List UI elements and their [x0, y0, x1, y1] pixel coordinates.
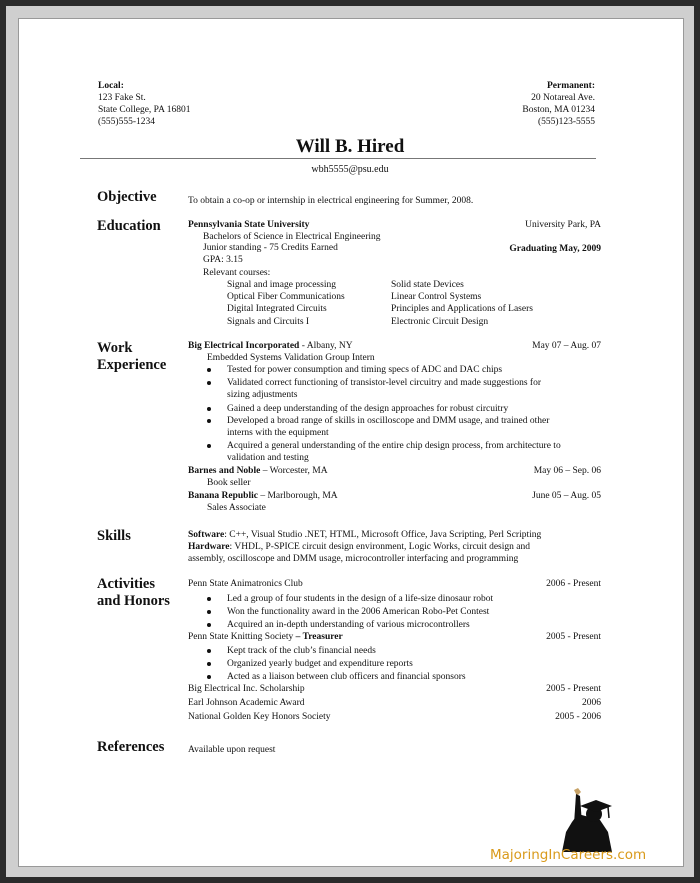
job2-city: – Worcester, MA	[260, 466, 328, 476]
gpa: GPA: 3.15	[203, 255, 243, 265]
course-item: Signal and image processing	[227, 280, 336, 290]
bullet-icon	[207, 368, 211, 372]
course-item: Signals and Circuits I	[227, 317, 310, 327]
honor-2: Earl Johnson Academic Award	[188, 698, 305, 708]
local-address-line2: State College, PA 16801	[98, 105, 191, 115]
graduate-silhouette-icon	[548, 784, 628, 852]
job3-title: Sales Associate	[207, 503, 266, 513]
bullet-icon	[207, 662, 211, 666]
bullet-icon	[207, 610, 211, 614]
job2-heading	[188, 465, 328, 477]
job1-heading	[188, 340, 353, 352]
graduation-date: Graduating May, 2009	[509, 244, 601, 254]
hardware-list: : VHDL, P-SPICE circuit design environment, Logic Works, circuit design and	[229, 542, 530, 552]
email: wbh5555@psu.edu	[311, 164, 389, 175]
job1-company: Big Electrical Incorporated	[188, 341, 300, 351]
course-item: Electronic Circuit Design	[391, 317, 489, 327]
activity-2-dates: 2005 - Present	[546, 632, 601, 642]
footer-logo-text[interactable]: MajoringInCareers.com	[490, 847, 647, 863]
permanent-address-line2: Boston, MA 01234	[522, 105, 595, 115]
job3-heading	[188, 490, 338, 502]
job1-title: Embedded Systems Validation Group Intern	[207, 353, 375, 363]
local-label: Local:	[98, 81, 124, 91]
section-honors: and Honors	[97, 593, 170, 609]
school-location: University Park, PA	[525, 220, 601, 230]
bullet-icon	[207, 675, 211, 679]
activity-2-bullet: Organized yearly budget and expenditure reports	[227, 659, 413, 669]
job1-bullet-cont: interns with the equipment	[227, 428, 329, 438]
course-item: Digital Integrated Circuits	[227, 304, 327, 314]
permanent-phone: (555)123-5555	[538, 117, 595, 127]
job3-city: – Marlborough, MA	[257, 491, 338, 501]
degree: Bachelors of Science in Electrical Engineering	[203, 232, 381, 242]
software-label: Software	[188, 530, 225, 540]
permanent-address-line1: 20 Notareal Ave.	[531, 93, 595, 103]
bullet-icon	[207, 649, 211, 653]
job2-company: Barnes and Noble	[188, 466, 261, 476]
hardware-skills	[188, 541, 530, 553]
local-address-line1: 123 Fake St.	[98, 93, 146, 103]
local-phone: (555)555-1234	[98, 117, 155, 127]
job1-bullet: Tested for power consumption and timing specs of ADC and DAC chips	[227, 365, 503, 375]
activity-2-bullet: Acted as a liaison between club officers and financial sponsors	[227, 672, 466, 682]
course-item: Optical Fiber Communications	[227, 292, 345, 302]
job1-bullet: Validated correct functioning of transistor-level circuitry and made suggestions for	[227, 378, 542, 388]
job2-title: Book seller	[207, 478, 251, 488]
activity-2-bullet: Kept track of the club’s financial needs	[227, 646, 376, 656]
course-item: Principles and Applications of Lasers	[391, 304, 533, 314]
job1-city: - Albany, NY	[299, 341, 353, 351]
bullet-icon	[207, 597, 211, 601]
honor-1: Big Electrical Inc. Scholarship	[188, 684, 305, 694]
honor-2-dates: 2006	[582, 698, 601, 708]
bullet-icon	[207, 407, 211, 411]
job3-dates: June 05 – Aug. 05	[532, 491, 601, 501]
activity-2-name: Penn State Knitting Society	[188, 632, 294, 642]
applicant-name: Will B. Hired	[295, 136, 405, 157]
job1-bullet: Developed a broad range of skills in oscilloscope and DMM usage, and trained other	[227, 416, 550, 426]
activity-2-role: – Treasurer	[293, 632, 343, 642]
bullet-icon	[207, 444, 211, 448]
standing: Junior standing - 75 Credits Earned	[203, 243, 338, 253]
section-activities: Activities	[97, 576, 155, 592]
course-item: Solid state Devices	[391, 280, 464, 290]
bullet-icon	[207, 623, 211, 627]
job1-dates: May 07 – Aug. 07	[532, 341, 601, 351]
activity-1-bullet: Won the functionality award in the 2006 American Robo-Pet Contest	[227, 607, 490, 617]
bullet-icon	[207, 381, 211, 385]
job3-company: Banana Republic	[188, 491, 258, 501]
courses-label: Relevant courses:	[203, 268, 271, 278]
header-divider	[80, 158, 596, 159]
school-name: Pennsylvania State University	[188, 220, 310, 230]
job1-bullet-cont: sizing adjustments	[227, 390, 298, 400]
section-education: Education	[97, 218, 161, 234]
section-work: Work	[97, 340, 133, 356]
software-list: : C++, Visual Studio .NET, HTML, Microsoft Office, Java Scripting, Perl Scripting	[224, 530, 542, 540]
section-skills: Skills	[97, 528, 131, 544]
section-references: References	[97, 739, 165, 755]
permanent-label: Permanent:	[546, 81, 595, 91]
job1-bullet: Acquired a general understanding of the entire chip design process, from architecture to	[227, 441, 561, 451]
hardware-skills-cont: assembly, oscilloscope and DMM usage, microcontroller interfacing and programming	[188, 554, 519, 564]
section-objective: Objective	[97, 189, 157, 205]
job2-dates: May 06 – Sep. 06	[533, 466, 601, 476]
course-item: Linear Control Systems	[391, 292, 482, 302]
activity-1-bullet: Acquired an in-depth understanding of various microcontrollers	[227, 620, 470, 630]
activity-1: Penn State Animatronics Club	[188, 579, 303, 589]
job1-bullet: Gained a deep understanding of the design approaches for robust circuitry	[227, 404, 509, 414]
software-skills	[188, 529, 541, 541]
activity-1-bullet: Led a group of four students in the design of a life-size dinosaur robot	[227, 594, 494, 604]
job1-bullet-cont: validation and testing	[227, 453, 309, 463]
activity-2	[188, 631, 343, 643]
section-experience: Experience	[97, 357, 167, 373]
honor-3: National Golden Key Honors Society	[188, 712, 331, 722]
activity-1-dates: 2006 - Present	[546, 579, 601, 589]
objective-text: To obtain a co-op or internship in electrical engineering for Summer, 2008.	[188, 196, 474, 206]
references-text: Available upon request	[188, 745, 276, 755]
bullet-icon	[207, 419, 211, 423]
honor-1-dates: 2005 - Present	[546, 684, 601, 694]
hardware-label: Hardware	[188, 542, 230, 552]
honor-3-dates: 2005 - 2006	[555, 712, 601, 722]
